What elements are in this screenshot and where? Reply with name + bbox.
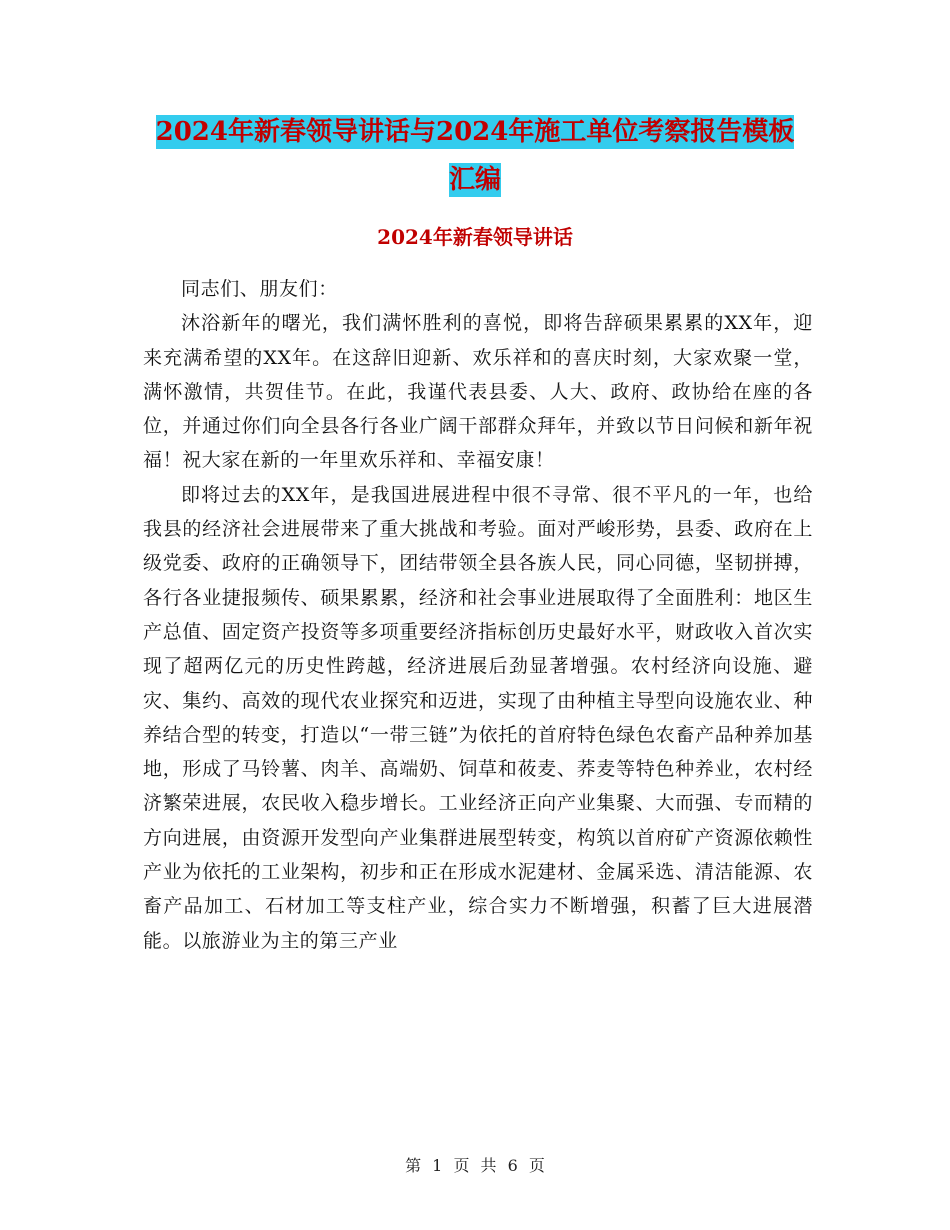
document-title [0, 108, 950, 204]
paragraph: 沐浴新年的曙光，我们满怀胜利的喜悦，即将告辞硕果累累的XX年，迎来充满希望的XX年。在这辞旧迎新、欢乐祥和的喜庆时刻，大家欢聚一堂，满怀激情，共贺佳节。在此，我谨代表县委、人大、政府、政协给在座的各位，并通过你们向全县各行各业广阔干部群众拜年，并致以节日问候和新年祝福！祝大家在新的一年里欢乐祥和、幸福安康！ [143, 312, 813, 472]
paragraph: 即将过去的XX年，是我国进展进程中很不寻常、很不平凡的一年，也给我县的经济社会进展带来了重大挑战和考验。面对严峻形势，县委、政府在上级党委、政府的正确领导下，团结带领全县各族人民，同心同德，坚韧拼搏，各行各业捷报频传、硕果累累，经济和社会事业进展取得了全面胜利：地区生产总值、固定资产投资等多项重要经济指标创历史最好水平，财政收入首次实现了超两亿元的历史性跨越，经济进展后劲显著增强。农村经济向设施、避灾、集约、高效的现代农业探究和迈进，实现了由种植主导型向设施农业、种养结合型的转变，打造以“一带三链”为依托的首府特色绿色农畜产品种养加基地，形成了马铃薯、肉羊、高端奶、饲草和莜麦、荞麦等特色种养业，农村经济繁荣进展，农民收入稳步增长。工业经济正向产业集聚、大而强、专而精的方向进展，由资源开发型向产业集群进展型转变，构筑以首府矿产资源依赖性产业为依托的工业架构，初步和正在形成水泥建材、金属采选、清洁能源、农畜产品加工、石材加工等支柱产业，综合实力不断增强，积蓄了巨大进展潜能。以旅游业为主的第三产业 [143, 483, 813, 952]
paragraph-salutation: 同志们、朋友们： [181, 278, 338, 300]
section-title: 2024年新春领导讲话 [377, 225, 573, 249]
document-body [143, 272, 813, 958]
page-footer: 第 1 页 共 6 页 [405, 1156, 545, 1175]
title-line-2: 汇编 [448, 165, 501, 195]
title-line-1: 2024年新春领导讲话与2024年施工单位考察报告模板 [155, 117, 795, 147]
